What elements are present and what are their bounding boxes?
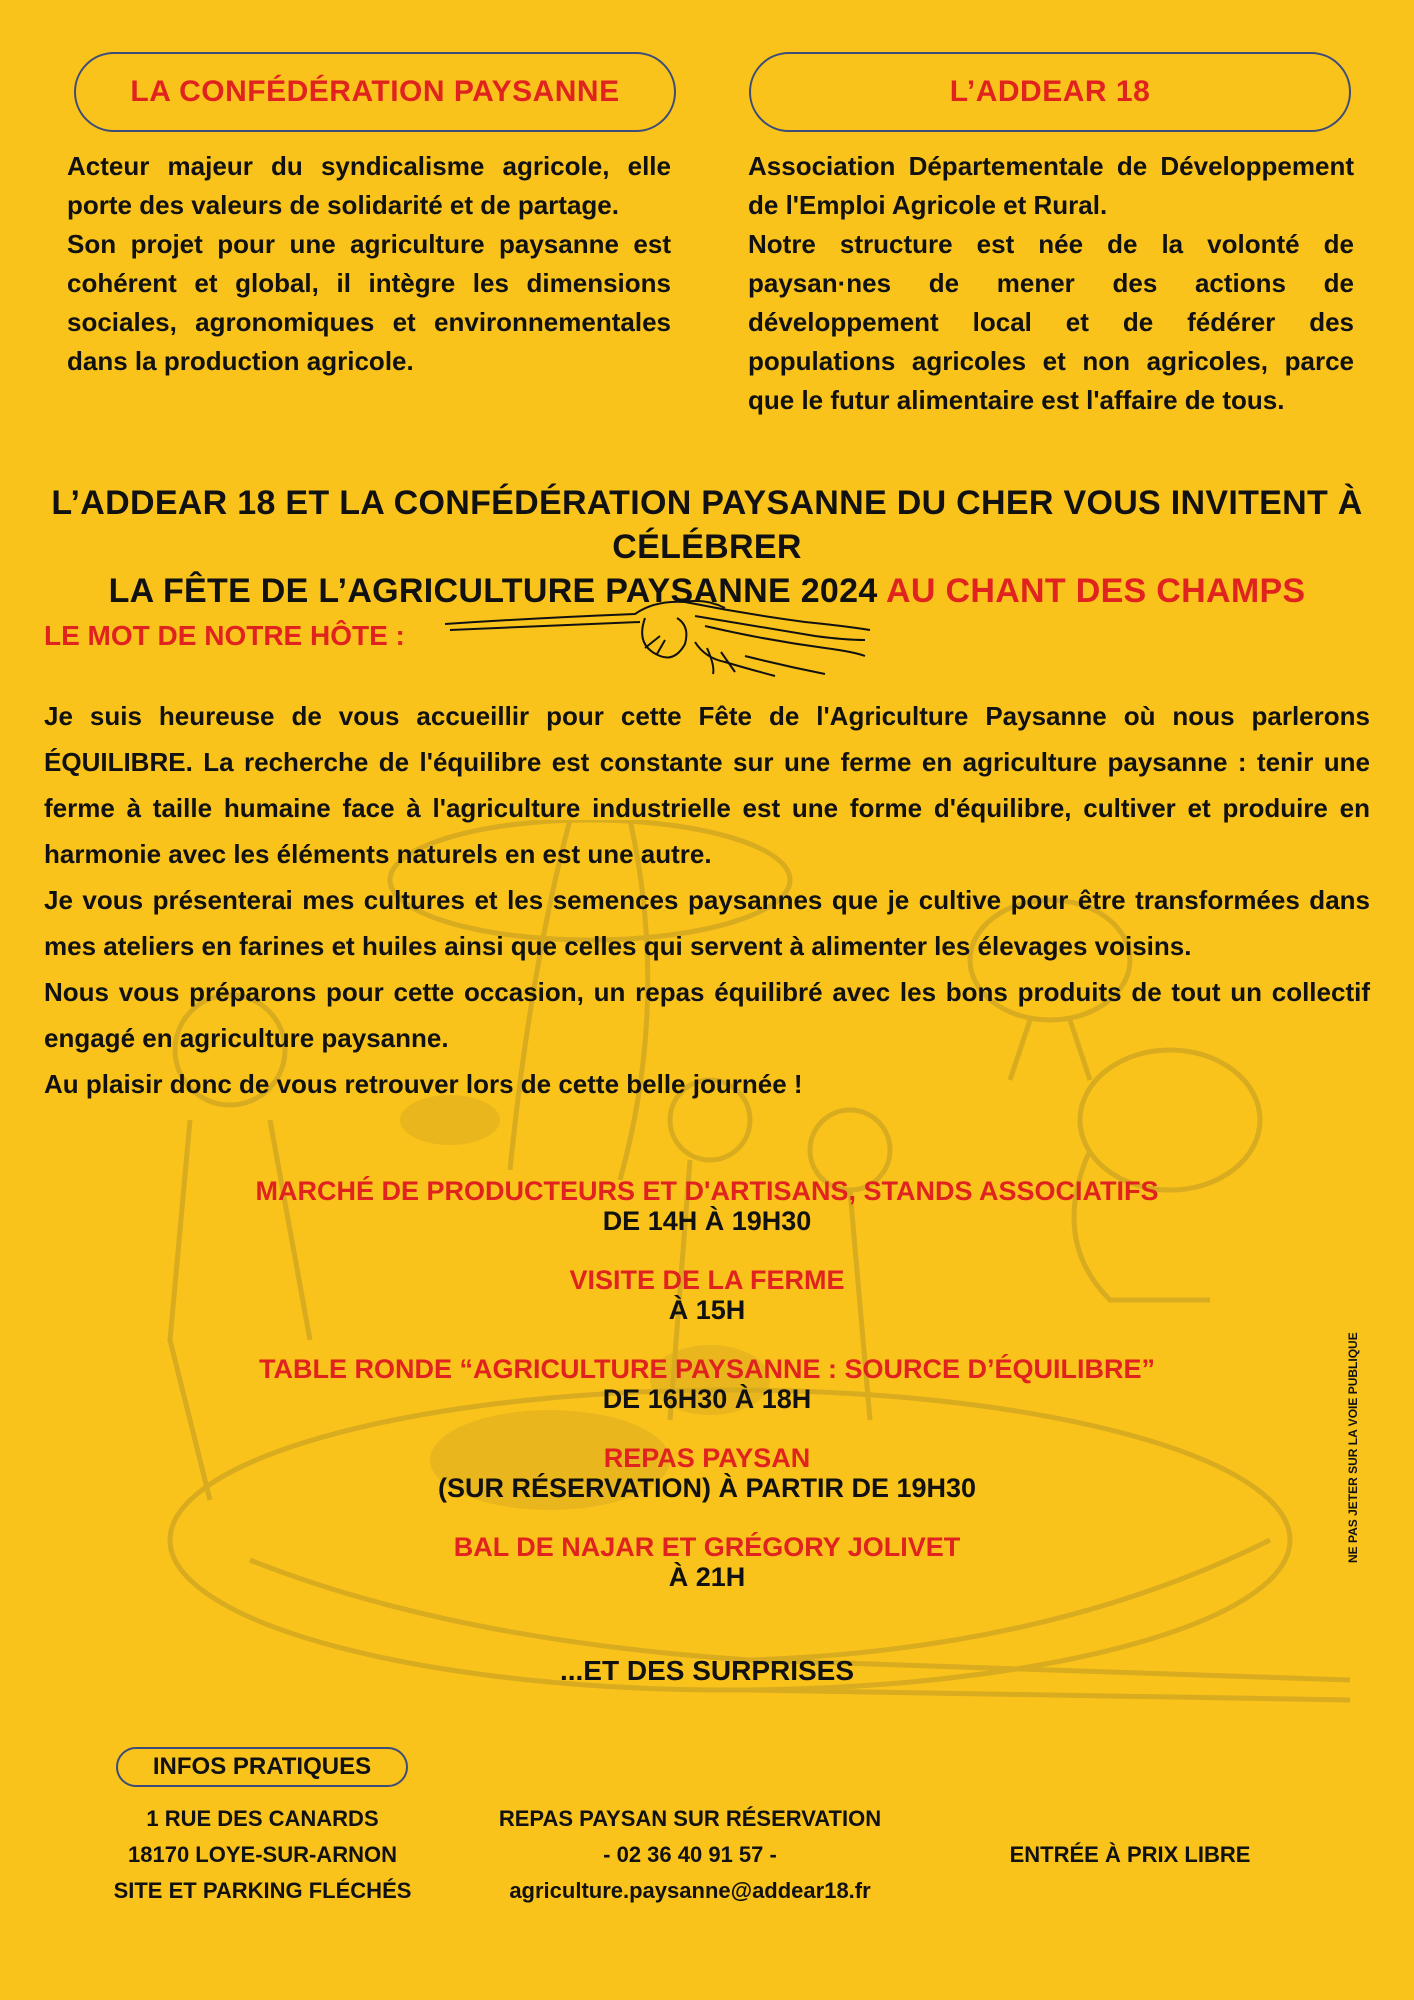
infos-title-pill xyxy=(116,1747,408,1787)
addear-title: L’ADDEAR 18 xyxy=(949,75,1151,108)
addear-paragraph: Notre structure est née de la volonté de paysan·nes de mener des actions de développement local et de fédérer des populations agricoles et non agricoles, parce que le futur alimentaire est l'affaire de tous. xyxy=(748,229,1354,415)
addear-description xyxy=(748,147,1354,420)
program-item-time: À 15H xyxy=(668,1295,746,1325)
program-item-title: REPAS PAYSAN xyxy=(603,1443,811,1473)
address-line: SITE ET PARKING FLÉCHÉS xyxy=(113,1878,412,1903)
surprises-text: ...ET DES SURPRISES xyxy=(559,1655,855,1686)
reservation-email-link[interactable]: agriculture.paysanne@addear18.fr xyxy=(509,1878,871,1903)
host-label: LE MOT DE NOTRE HÔTE : xyxy=(44,620,405,651)
program-item-time: À 21H xyxy=(668,1562,746,1592)
address-line: 1 RUE DES CANARDS xyxy=(146,1806,379,1831)
infos-title: INFOS PRATIQUES xyxy=(152,1753,372,1780)
headline-line-1: L’ADDEAR 18 ET LA CONFÉDÉRATION PAYSANNE DU CHER VOUS INVITENT À CÉLÉBRER xyxy=(51,484,1363,566)
reservation-phone[interactable]: - 02 36 40 91 57 - xyxy=(603,1842,777,1867)
side-note: NE PAS JETER SUR LA VOIE PUBLIQUE xyxy=(1346,1332,1360,1563)
program-item xyxy=(0,1443,1414,1503)
program-item-time: DE 14H À 19H30 xyxy=(602,1206,812,1236)
program-item-time: (SUR RÉSERVATION) À PARTIR DE 19H30 xyxy=(437,1473,977,1503)
invitation-headline xyxy=(0,481,1414,613)
confederation-title-pill xyxy=(74,52,676,132)
program-item xyxy=(0,1354,1414,1414)
host-paragraph: Je suis heureuse de vous accueillir pour cette Fête de l'Agriculture Paysanne où nous parlerons ÉQUILIBRE. La recherche de l'équilibre est constante sur une ferme en agriculture paysanne : tenir une ferme à taille humaine face à l'agriculture industrielle est une forme d'équilibre, cultiver et produire en harmonie avec les éléments naturels en est une autre. xyxy=(44,701,1370,869)
program-item-title: MARCHÉ DE PRODUCTEURS ET D'ARTISANS, STANDS ASSOCIATIFS xyxy=(255,1176,1159,1206)
program-item-title: VISITE DE LA FERME xyxy=(569,1265,845,1295)
program-item xyxy=(0,1532,1414,1592)
bird-sketch-icon xyxy=(445,596,875,681)
address-line: 18170 LOYE-SUR-ARNON xyxy=(128,1842,397,1867)
program-item-title: TABLE RONDE “AGRICULTURE PAYSANNE : SOURCE D’ÉQUILIBRE” xyxy=(258,1354,1156,1384)
host-message xyxy=(44,693,1370,1107)
program-item xyxy=(0,1265,1414,1325)
addear-title-pill xyxy=(749,52,1351,132)
program-list xyxy=(0,1176,1414,1621)
headline-highlight: AU CHANT DES CHAMPS xyxy=(886,572,1306,610)
confederation-title: LA CONFÉDÉRATION PAYSANNE xyxy=(130,75,620,108)
reservation-line: REPAS PAYSAN SUR RÉSERVATION xyxy=(498,1806,882,1831)
confederation-paragraph: Son projet pour une agriculture paysanne est cohérent et global, il intègre les dimensions sociales, agronomiques et environnementales dans la production agricole. xyxy=(67,229,671,376)
confederation-paragraph: Acteur majeur du syndicalisme agricole, elle porte des valeurs de solidarité et de partage. xyxy=(67,151,671,220)
reservation-block xyxy=(470,1801,910,1909)
program-item xyxy=(0,1176,1414,1236)
addear-paragraph: Association Départementale de Développement de l'Emploi Agricole et Rural. xyxy=(748,151,1354,220)
host-paragraph: Je vous présenterai mes cultures et les semences paysannes que je cultive pour être transformées dans mes ateliers en farines et huiles ainsi que celles qui servent à alimenter les élevages voisins. xyxy=(44,885,1370,961)
host-paragraph: Nous vous préparons pour cette occasion, un repas équilibré avec les bons produits de tout un collectif engagé en agriculture paysanne. xyxy=(44,977,1370,1053)
program-item-time: DE 16H30 À 18H xyxy=(602,1384,812,1414)
host-paragraph: Au plaisir donc de vous retrouver lors de cette belle journée ! xyxy=(44,1069,803,1099)
confederation-description xyxy=(67,147,671,381)
headline-line-2-text: LA FÊTE DE L’AGRICULTURE PAYSANNE 2024 xyxy=(108,572,887,610)
entry-price: ENTRÉE À PRIX LIBRE xyxy=(1009,1842,1251,1867)
address-block xyxy=(100,1801,425,1909)
program-item-title: BAL DE NAJAR ET GRÉGORY JOLIVET xyxy=(453,1532,961,1562)
